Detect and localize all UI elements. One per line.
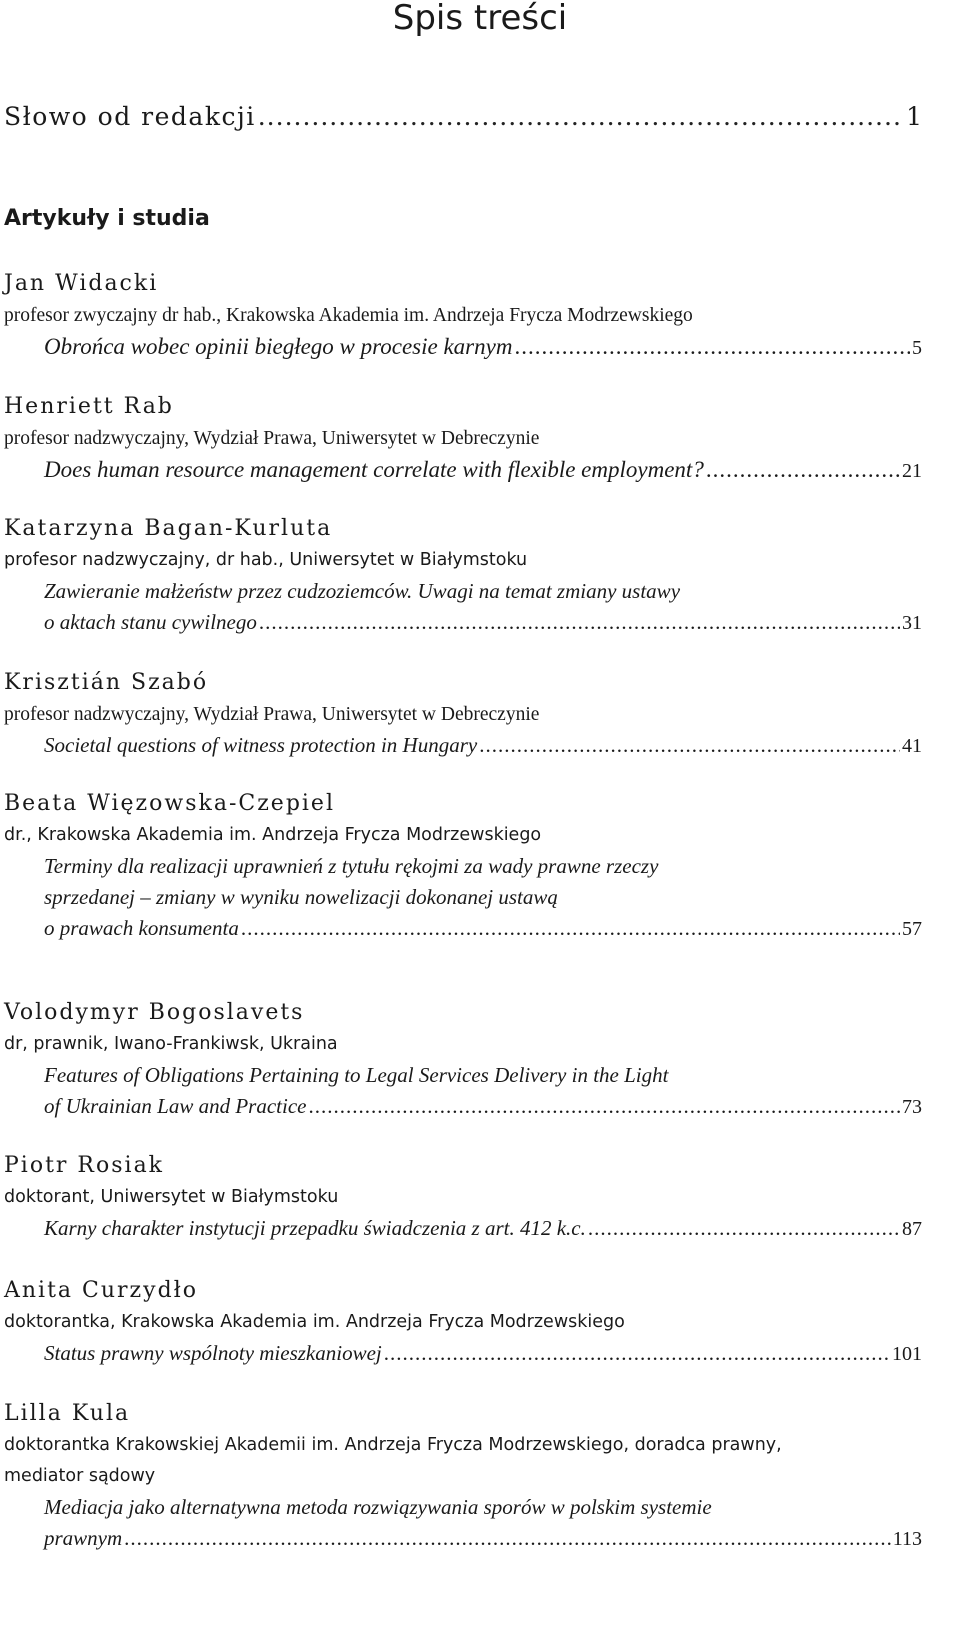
entry-title-line: Terminy dla realizacji uprawnień z tytułu rękojmi za wady prawne rzeczy	[44, 854, 659, 878]
entry-author: Piotr Rosiak	[4, 1153, 165, 1178]
entry-page-number: 5	[912, 337, 922, 359]
entry-title-line: o prawach konsumenta ..... 57	[44, 913, 922, 945]
leader-dots	[124, 1523, 891, 1554]
entry-page-number: 73	[902, 1096, 922, 1118]
entry-page-number: 101	[892, 1343, 922, 1365]
entry-author: Henriett Rab	[4, 394, 174, 419]
entry-affiliation: mediator sądowy	[4, 1466, 156, 1486]
entry-page-number: 41	[902, 735, 922, 757]
entry-affiliation: dr, prawnik, Iwano-Frankiwsk, Ukraina	[4, 1034, 338, 1054]
entry-author: Volodymyr Bogoslavets	[4, 1000, 305, 1025]
entry-affiliation: profesor nadzwyczajny, dr hab., Uniwersytet w Białymstoku	[4, 550, 528, 570]
entry-title-line: Does human resource management correlate with flexible employment? ..... 21	[44, 454, 922, 487]
entry-affiliation: doktorantka, Krakowska Akademia im. Andrzeja Frycza Modrzewskiego	[4, 1312, 625, 1332]
toc-entry[interactable]	[4, 1150, 922, 1245]
entry-title-line: Zawieranie małżeństw przez cudzoziemców. Uwagi na temat zmiany ustawy	[44, 579, 681, 603]
entry-title[interactable]	[44, 1213, 922, 1245]
entry-title[interactable]	[44, 1060, 922, 1123]
entry-affiliation: dr., Krakowska Akademia im. Andrzeja Frycza Modrzewskiego	[4, 825, 542, 845]
editorial-label: Słowo od redakcji	[4, 102, 256, 131]
entry-author: Katarzyna Bagan-Kurluta	[4, 516, 333, 541]
leader-dots	[241, 913, 900, 944]
entry-author: Beata Więzowska-Czepiel	[4, 791, 335, 816]
entry-author: Jan Widacki	[4, 271, 159, 296]
entry-title-line: Features of Obligations Pertaining to Legal Services Delivery in the Light	[44, 1063, 669, 1087]
editorial-page-number: 1	[906, 102, 922, 131]
leader-dots	[384, 1338, 890, 1369]
leader-dots	[479, 730, 900, 761]
entry-affiliation: doktorant, Uniwersytet w Białymstoku	[4, 1187, 339, 1207]
entry-page-number: 31	[902, 612, 922, 634]
entry-title-line: of Ukrainian Law and Practice ..... 73	[44, 1091, 922, 1123]
entry-author: Lilla Kula	[4, 1401, 131, 1426]
entry-title[interactable]	[44, 576, 922, 639]
entry-author: Anita Curzydło	[4, 1278, 199, 1303]
leader-dots	[588, 1213, 900, 1244]
entry-page-number: 21	[902, 460, 922, 482]
leader-dots	[514, 331, 910, 362]
entry-affiliation: profesor nadzwyczajny, Wydział Prawa, Uniwersytet w Debreczynie	[4, 428, 540, 449]
toc-entry[interactable]	[4, 391, 922, 487]
entry-title-line: Karny charakter instytucji przepadku świadczenia z art. 412 k.c. ..... 87	[44, 1213, 922, 1245]
entry-title-line: Status prawny wspólnoty mieszkaniowej ..... 101	[44, 1338, 922, 1370]
toc-entry[interactable]	[4, 1275, 922, 1370]
entry-affiliation: doktorantka Krakowskiej Akademii im. Andrzeja Frycza Modrzewskiego, doradca prawny,	[4, 1435, 782, 1455]
toc-entry[interactable]	[4, 667, 922, 762]
leader-dots	[259, 607, 900, 638]
toc-entry[interactable]	[4, 513, 922, 639]
entry-page-number: 113	[892, 1528, 922, 1550]
leader-dots	[258, 102, 904, 131]
toc-entry[interactable]	[4, 268, 922, 364]
leader-dots	[308, 1091, 900, 1122]
entry-title-line: o aktach stanu cywilnego ..... 31	[44, 607, 922, 639]
entry-title-line: sprzedanej – zmiany w wyniku nowelizacji dokonanej ustawą	[44, 885, 558, 909]
section-title: Artykuły i studia	[4, 206, 210, 231]
entry-title[interactable]	[44, 1492, 922, 1555]
entry-title-line: Mediacja jako alternatywna metoda rozwiązywania sporów w polskim systemie	[44, 1495, 712, 1519]
toc-entry[interactable]	[4, 788, 922, 945]
entry-affiliation: profesor zwyczajny dr hab., Krakowska Akademia im. Andrzeja Frycza Modrzewskiego	[4, 305, 693, 326]
entry-page-number: 87	[902, 1218, 922, 1240]
entry-title[interactable]	[44, 730, 922, 762]
entry-affiliation: profesor nadzwyczajny, Wydział Prawa, Uniwersytet w Debreczynie	[4, 704, 540, 725]
entry-title[interactable]	[44, 1338, 922, 1370]
entry-title-line: Obrońca wobec opinii biegłego w procesie karnym ..... 5	[44, 331, 922, 364]
page-title: Spis treści	[392, 0, 568, 38]
entry-title-line: Societal questions of witness protection in Hungary ..... 41	[44, 730, 922, 762]
toc-entry[interactable]	[4, 1398, 922, 1555]
toc-editorial-line[interactable]	[4, 102, 922, 131]
entry-title[interactable]	[44, 851, 922, 945]
entry-author: Krisztián Szabó	[4, 670, 209, 695]
toc-entry[interactable]	[4, 997, 922, 1123]
entry-title[interactable]	[44, 331, 922, 364]
entry-title-line: prawnym ..... 113	[44, 1523, 922, 1555]
entry-page-number: 57	[902, 918, 922, 940]
entry-title[interactable]	[44, 454, 922, 487]
leader-dots	[706, 454, 900, 485]
